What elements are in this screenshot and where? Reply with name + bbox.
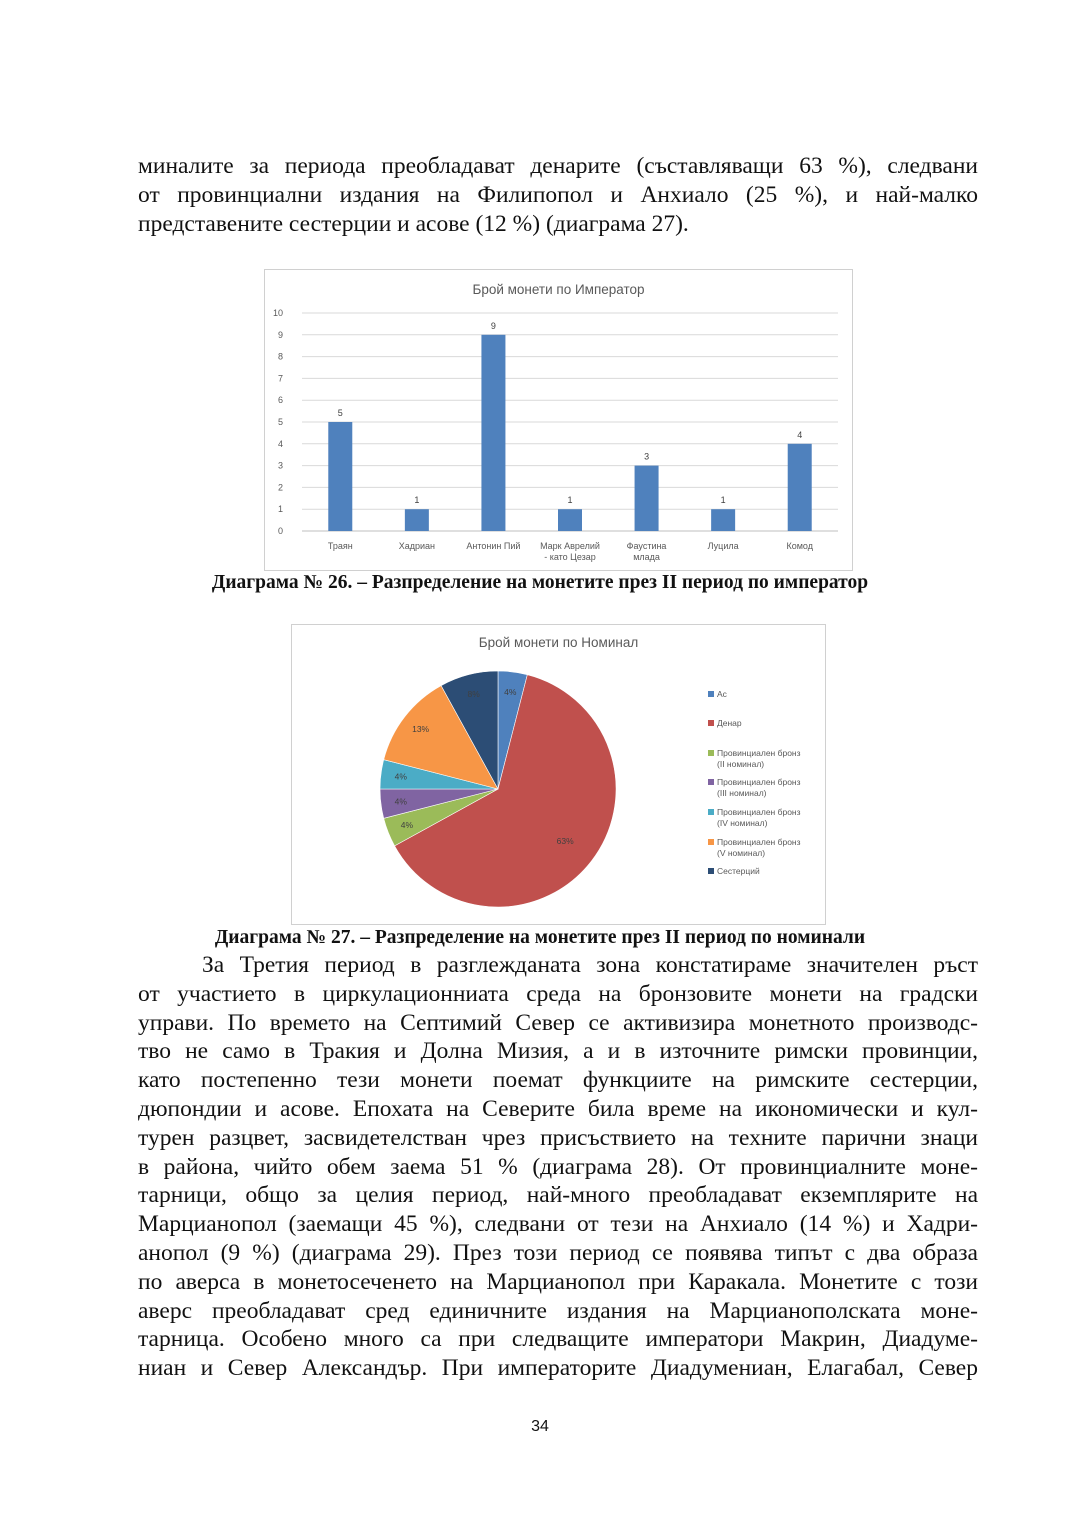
y-tick-label: 4 [277,438,283,449]
text-line: турен разцвет, засвидетелстван чрез присъствието на техните парични знаци [138,1124,978,1151]
pie-data-label: 4% [394,771,407,782]
legend-swatch [708,720,714,726]
text-line: тарници, общо за целия период, най-много преобладават екземплярите на [138,1182,978,1209]
pie-chart [292,625,825,924]
text-line: миналите за периода преобладават денарите (съставляващи 63 %), следвани [138,153,978,179]
legend-item [708,748,838,770]
diagram-27-caption: Диаграма № 27. – Разпределение на монетите през II период по номинали [214,927,866,948]
pie-data-label: 4% [504,686,517,697]
legend-swatch [708,809,714,815]
diagram-26-caption: Диаграма № 26. – Разпределение на монетите през II период по император [211,572,869,593]
bar-data-label: 1 [567,495,573,506]
y-tick-label: 7 [277,373,283,384]
legend-label: Сестерций [717,866,760,876]
bar-chart [265,270,852,570]
bar-data-label: 3 [644,451,650,462]
legend-swatch [708,779,714,785]
pie-data-label: 8% [467,689,480,700]
legend-label: (IV номинал) [717,818,768,828]
legend-item [708,837,838,859]
text-line: аверс преобладават сред единичните издания на Марцианополската моне- [138,1297,978,1324]
x-tick-label: Хадриан [398,541,435,551]
bar-chart-frame [264,269,853,571]
legend-swatch [708,691,714,697]
text-line: по аверса в монетосеченето на Марцианопол при Каракала. Монетите с този [138,1268,978,1295]
y-tick-label: 10 [272,308,283,318]
y-tick-label: 2 [277,482,283,493]
text-line: ниан и Север Александър. При императорите Диадумениан, Елагабал, Север [138,1355,978,1382]
y-tick-label: 8 [277,351,283,362]
text-line: като постепенно тези монети поемат функциите на римските сестерции, [138,1067,978,1094]
text-line: За Третия период в разглежданата зона констатираме значителен ръст [202,952,978,978]
legend-swatch [708,839,714,845]
body-paragraph [138,951,978,1383]
legend-label: Ас [717,689,727,699]
legend-item [708,718,838,729]
text-line: тарница. Особено много са при следващите императори Макрин, Диадуме- [138,1326,978,1353]
text-line: дюпондии и асове. Епохата на Северите била време на икономически и кул- [138,1095,978,1122]
pie-data-label: 63% [556,836,574,847]
bar-data-label: 4 [797,429,803,440]
text-line: от участието в циркулационниата среда на бронзовите монети на градски [138,980,978,1007]
bar-data-label: 1 [414,495,420,506]
bar [328,422,352,531]
y-tick-label: 0 [277,526,283,536]
legend-label: Провинциален бронз [717,807,801,817]
legend-label: (II номинал) [717,759,765,769]
bar [711,509,735,531]
bar-data-label: 9 [490,320,496,331]
bar-chart-title: Брой монети по Император [472,282,645,297]
x-tick-label: Антонин Пий [466,541,521,551]
legend-label: Провинциален бронз [717,837,801,847]
pie-chart-frame [291,624,826,925]
x-tick-label: Комод [786,541,813,551]
page-number: 34 [531,1418,549,1435]
text-line: от провинциални издания на Филипопол и Анхиало (25 %), и най-малко [138,181,978,208]
bar [481,335,505,531]
y-tick-label: 6 [277,395,283,406]
text-line: анопол (9 %) (диаграма 29). През този период се появява типът с два образа [138,1239,978,1266]
bar [558,509,582,531]
x-tick-label: Траян [327,541,353,551]
bar [788,444,812,531]
x-tick-label: млада [633,552,660,562]
legend-label: Провинциален бронз [717,748,801,758]
x-tick-label: Марк Аврелий [540,541,600,551]
legend-item [708,689,838,700]
legend-label: (V номинал) [717,848,766,858]
pie-chart-title: Брой монети по Номинал [478,635,639,650]
y-tick-label: 5 [277,417,283,427]
y-tick-label: 3 [277,460,283,471]
legend-item [708,777,838,799]
pie-data-label: 4% [400,820,414,831]
bar [405,509,429,531]
legend-label: Провинциален бронз [717,777,801,787]
x-tick-label: - като Цезар [544,552,596,562]
intro-paragraph [138,152,978,238]
legend-swatch [708,868,714,874]
legend-swatch [708,750,714,756]
legend-label: (III номинал) [717,788,767,798]
text-line: представените сестерции и асове (12 %) (диаграма 27). [138,210,689,237]
pie-data-label: 4% [394,796,407,807]
bar-data-label: 5 [337,408,343,418]
bar-data-label: 1 [720,495,726,506]
pie-data-label: 13% [412,723,430,734]
text-line: тво не само в Тракия и Долна Мизия, а и в източните римски провинции, [138,1038,978,1065]
x-tick-label: Луцила [707,541,739,551]
legend-item [708,807,838,829]
text-line: в района, чийто обем заема 51 % (диаграма 28). От провинциалните моне- [138,1153,978,1180]
text-line: управи. По времето на Септимий Север се активизира монетното производс- [138,1009,978,1036]
x-tick-label: Фаустина [626,541,667,551]
y-tick-label: 1 [277,504,283,515]
text-line: Марцианопол (заемащи 45 %), следвани от тези на Анхиало (14 %) и Хадри- [138,1211,978,1238]
y-tick-label: 9 [277,329,283,340]
legend-label: Денар [717,718,742,728]
legend-item [708,866,838,877]
bar [635,466,659,531]
